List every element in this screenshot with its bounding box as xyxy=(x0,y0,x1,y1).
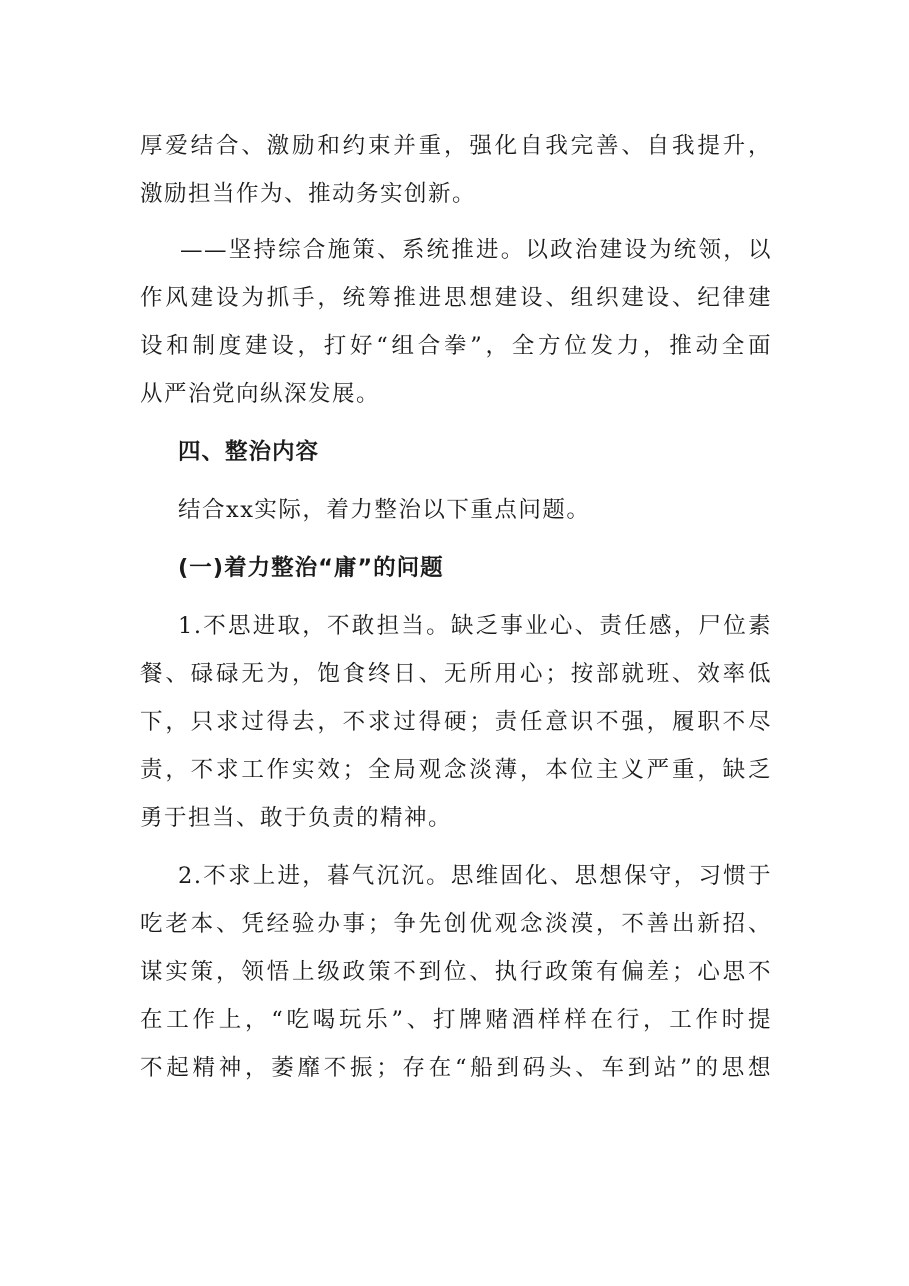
text-line: ——坚持综合施策、系统推进。以政治建设为统领，以 xyxy=(180,237,772,263)
text-line: 结合xx实际，着力整治以下重点问题。 xyxy=(178,497,591,523)
document-body xyxy=(140,122,772,1092)
text-line: 吃老本、凭经验办事；争先创优观念淡漠，不善出新招、 xyxy=(140,911,772,937)
text-line: 餐、碌碌无为，饱食终日、无所用心；按部就班、效率低 xyxy=(140,661,772,687)
text-line: 激励担当作为、推动务实创新。 xyxy=(140,181,477,207)
subsection-heading: (一)着力整治“庸”的问题 xyxy=(178,555,444,581)
text-line: 设和制度建设，打好“组合拳”，全方位发力，推动全面 xyxy=(140,333,772,359)
text-line: 作风建设为抓手，统筹推进思想建设、组织建设、纪律建 xyxy=(140,285,772,311)
text-line: 不起精神，萎靡不振；存在“船到码头、车到站”的思想 xyxy=(140,1055,772,1081)
text-line: 谋实策，领悟上级政策不到位、执行政策有偏差；心思不 xyxy=(140,959,772,985)
text-line: 厚爱结合、激励和约束并重，强化自我完善、自我提升， xyxy=(140,133,772,159)
paragraph-principle xyxy=(140,226,772,418)
text-line: 2.不求上进，暮气沉沉。思维固化、思想保守，习惯于 xyxy=(178,863,772,889)
text-line: 1.不思进取，不敢担当。缺乏事业心、责任感，尸位素 xyxy=(178,613,772,639)
text-line: 从严治党向纵深发展。 xyxy=(140,381,381,407)
text-line: 下，只求过得去，不求过得硬；责任意识不强，履职不尽 xyxy=(140,709,772,735)
section-heading: 四、整治内容 xyxy=(178,439,320,465)
text-line: 在工作上，“吃喝玩乐”、打牌赌酒样样在行，工作时提 xyxy=(140,1007,772,1033)
paragraph-intro xyxy=(140,486,772,534)
list-item-1 xyxy=(140,602,772,842)
text-line: 勇于担当、敢于负责的精神。 xyxy=(140,805,453,831)
paragraph-continuation xyxy=(140,122,772,218)
list-item-2 xyxy=(140,852,772,1092)
text-line: 责，不求工作实效；全局观念淡薄，本位主义严重，缺乏 xyxy=(140,757,772,783)
